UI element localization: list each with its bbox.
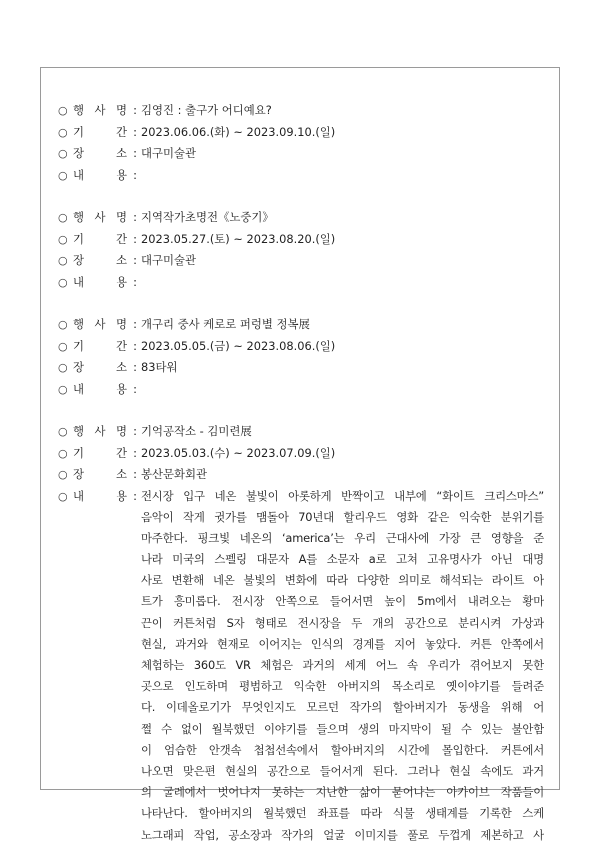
colon: : [133,317,137,331]
period-label: 기 간 [73,445,127,460]
bullet-icon: ○ [58,125,68,139]
bullet-icon: ○ [58,425,68,438]
description-line: 음악이 작게 귓가를 맴돌아 70년대 할리우드 영화 같은 익숙한 분위기를 [141,509,544,524]
event-name: 개구리 중사 케로로 퍼렁별 정복展 [141,317,310,331]
bullet-icon: ○ [58,318,68,331]
event-description [141,486,544,846]
bullet-icon: ○ [58,147,68,160]
event-item [58,421,544,846]
event-period: 2023.05.05.(금) ~ 2023.08.06.(일) [141,338,336,353]
event-name: 지역작가초명전《노중기》 [141,210,274,224]
colon: : [133,360,137,374]
description-line: 다. 이데올로기가 무엇인지도 모르던 작가의 할아버지가 동생을 위해 어 [141,700,544,715]
event-item [58,207,544,293]
event-list [58,100,544,867]
description-line: 의 굴레에서 벗어나지 못하는 지난한 삶이 묻어나는 아카이브 작품들이 [141,785,544,800]
bullet-icon: ○ [58,361,68,374]
colon: : [133,445,137,460]
name-label: 행 사 명 [73,424,127,438]
event-place: 봉산문화회관 [141,467,208,481]
place-label: 장 소 [73,253,127,267]
bullet-icon: ○ [58,254,68,267]
bullet-icon: ○ [58,382,68,396]
description-line: 쩔 수 없이 월북했던 이야기를 들으며 생의 마지막이 될 수 있는 불안함 [141,721,544,736]
event-place-row [58,250,544,272]
content-label: 내 용 [73,381,127,396]
colon: : [133,231,137,246]
description-line: 현실, 과거와 현재로 이어지는 인식의 경계를 지어 놓았다. 커튼 안쪽에서 [141,636,544,651]
description-line: 나타난다. 할아버지의 월북했던 좌표를 따라 식물 생태계를 기록한 스케 [141,806,544,821]
content-label: 내 용 [73,167,127,182]
place-label: 장 소 [73,146,127,160]
event-place: 대구미술관 [141,146,197,160]
colon: : [133,124,137,139]
colon: : [133,381,137,396]
colon: : [133,424,137,438]
colon: : [133,467,137,481]
event-period: 2023.05.27.(토) ~ 2023.08.20.(일) [141,231,336,246]
description-line: 나라 미국의 스펠링 대문자 A를 소문자 a로 고쳐 고유명사가 아닌 대명 [141,552,544,567]
event-period-row [58,443,544,465]
event-content-row [58,165,544,187]
name-label: 행 사 명 [73,103,127,117]
description-line: 곳으로 인도하며 평범하고 익숙한 아버지의 목소리로 옛이야기를 들려준 [141,679,544,694]
event-place-row [58,143,544,165]
content-label: 내 용 [73,274,127,289]
period-label: 기 간 [73,124,127,139]
event-name: 기억공작소 - 김미련展 [141,424,252,438]
content-label: 내 용 [73,488,127,503]
bullet-icon: ○ [58,489,68,503]
event-period-row [58,229,544,251]
bullet-icon: ○ [58,275,68,289]
event-period: 2023.06.06.(화) ~ 2023.09.10.(일) [141,124,336,139]
event-period-row [58,122,544,144]
colon: : [133,274,137,289]
colon: : [133,103,137,117]
colon: : [133,253,137,267]
description-line: 나오면 맞은편 현실의 공간으로 들어서게 된다. 그러나 현실 속에도 과거 [141,763,544,778]
event-name: 김영진 : 출구가 어디예요? [141,103,272,117]
period-label: 기 간 [73,231,127,246]
event-place-row [58,357,544,379]
description-line: 마주한다. 핑크빛 네온의 ‘america’는 우리 근대사에 가장 큰 영향을 준 [141,530,544,545]
event-name-row [58,100,544,122]
colon: : [133,146,137,160]
event-name-row [58,421,544,443]
event-name-row [58,207,544,229]
description-line: 이 엄습한 안갯속 첩첩선속에서 할아버지의 시간에 몰입한다. 커튼에서 [141,742,544,757]
description-line: 노그래피 작업, 공소장과 작가의 얼굴 이미지를 풀로 두껍게 제본하고 사 [141,827,544,842]
event-name-row [58,314,544,336]
bullet-icon: ○ [58,104,68,117]
event-content-row [58,486,544,846]
event-content-row [58,379,544,401]
event-item [58,314,544,400]
description-line: 체험하는 360도 VR 체험은 과거의 세계 어느 속 우리가 겪어보지 못한 [141,658,544,672]
event-place-row [58,464,544,486]
description-line: 트가 흥미롭다. 전시장 안쪽으로 들어서면 높이 5m에서 내려오는 황마 [141,594,544,609]
bullet-icon: ○ [58,446,68,460]
description-line: 전시장 입구 네온 불빛이 아롯하게 반짝이고 내부에 “화이트 크리스마스” [141,488,544,503]
bullet-icon: ○ [58,468,68,481]
event-place: 83타워 [141,360,178,374]
bullet-icon: ○ [58,232,68,246]
description-line: 사로 변환해 네온 불빛의 변화에 따라 다양한 의미로 해석되는 라이트 아 [141,573,544,588]
name-label: 행 사 명 [73,317,127,331]
bullet-icon: ○ [58,339,68,353]
colon: : [133,167,137,182]
place-label: 장 소 [73,467,127,481]
event-content-row [58,272,544,294]
colon: : [133,488,137,503]
event-place: 대구미술관 [141,253,197,267]
event-period-row [58,336,544,358]
event-item [58,100,544,186]
place-label: 장 소 [73,360,127,374]
colon: : [133,210,137,224]
period-label: 기 간 [73,338,127,353]
description-line: 끈이 커튼처럼 S자 형태로 전시장을 두 개의 공간으로 분리시켜 가상과 [141,615,544,630]
colon: : [133,338,137,353]
bullet-icon: ○ [58,211,68,224]
name-label: 행 사 명 [73,210,127,224]
event-period: 2023.05.03.(수) ~ 2023.07.09.(일) [141,445,336,460]
bullet-icon: ○ [58,168,68,182]
